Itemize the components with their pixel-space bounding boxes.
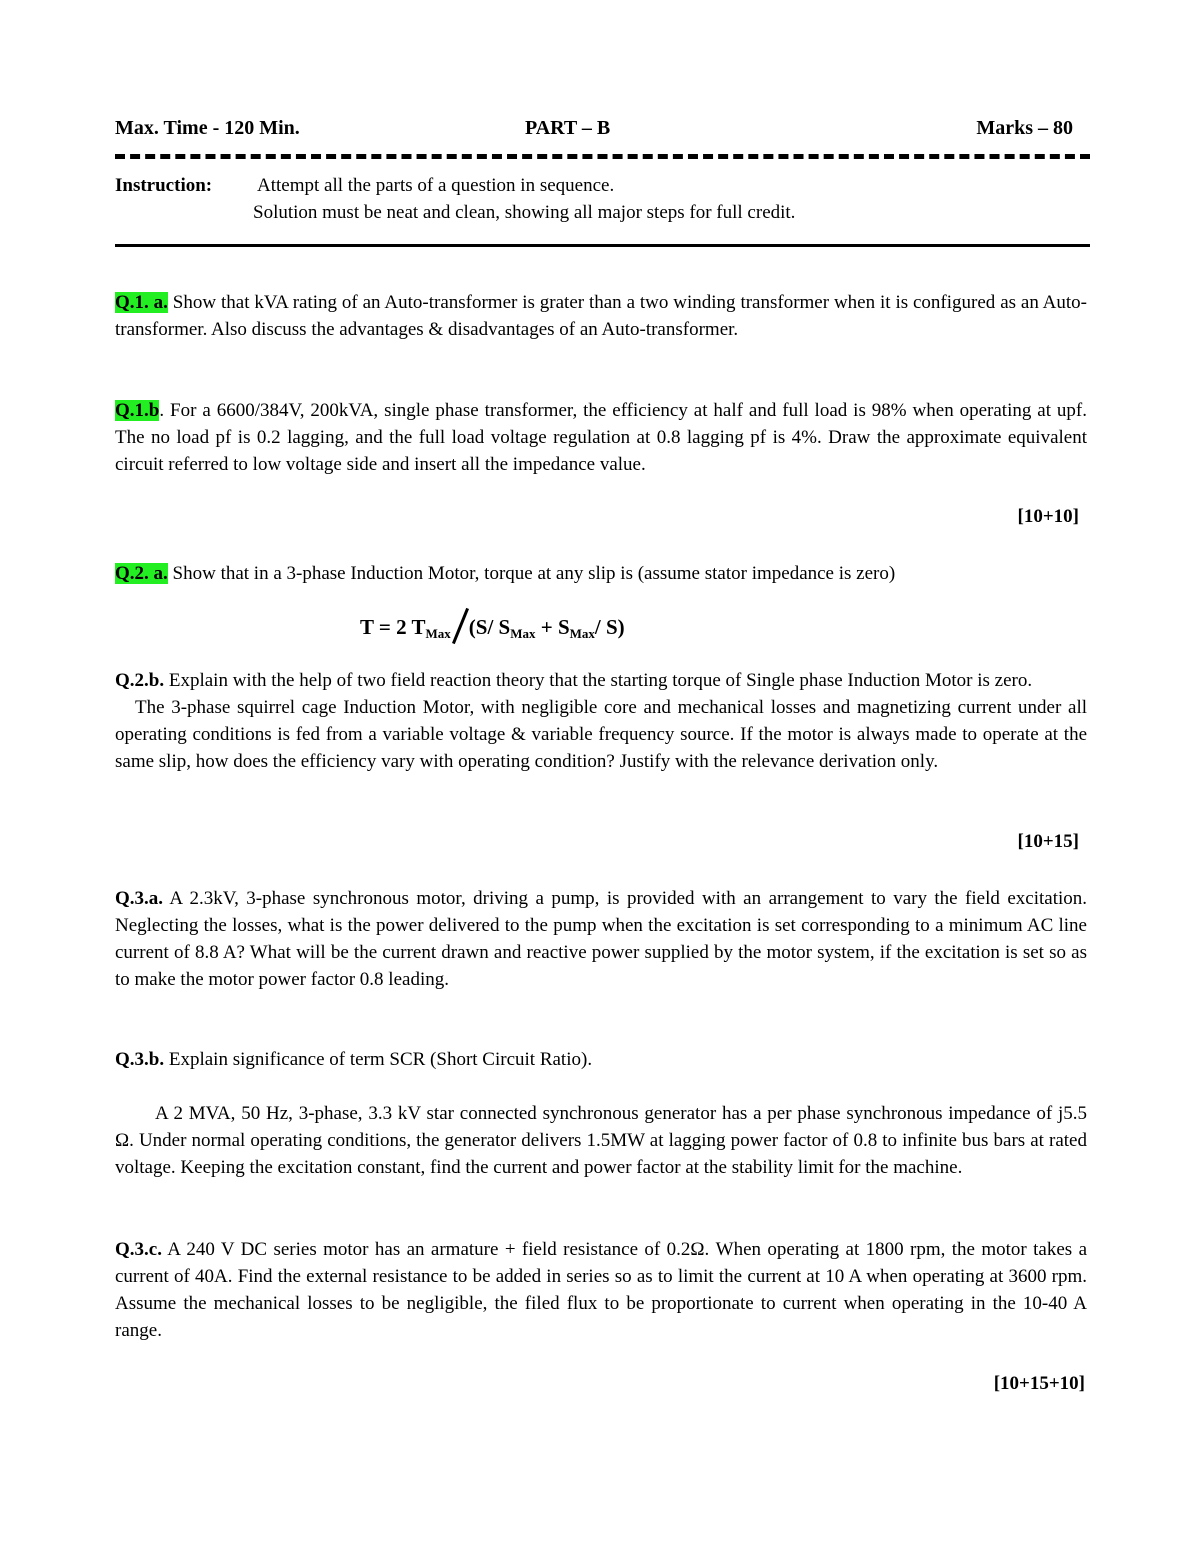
dashed-divider xyxy=(115,154,1090,159)
instruction-line-2: Solution must be neat and clean, showing all major steps for full credit. xyxy=(253,202,796,223)
header xyxy=(115,117,1087,143)
torque-formula xyxy=(360,610,625,644)
part-title: PART – B xyxy=(525,117,611,139)
formula-plus: + S xyxy=(535,615,570,639)
marks-q1: [10+10] xyxy=(1017,506,1079,527)
question-2a xyxy=(115,560,1087,587)
fraction-slash xyxy=(453,610,467,644)
total-marks: Marks – 80 xyxy=(976,117,1073,139)
question-2b-text: Explain with the help of two field reaction theory that the starting torque of Single phase Induction Motor is zero. xyxy=(164,670,1033,691)
question-3c-label: Q.3.c. xyxy=(115,1239,162,1260)
question-2b-text-2: The 3-phase squirrel cage Induction Motor, with negligible core and mechanical losses and magnetizing current under all operating conditions is fed from a variable voltage & variable frequency source. If the motor is always made to operate at the same slip, how does the efficiency vary with operating condition? Justify with the relevance derivation only. xyxy=(115,697,1087,772)
question-1b-text: . For a 6600/384V, 200kVA, single phase transformer, the efficiency at half and full load is 98% when operating at upf. The no load pf is 0.2 lagging, and the full load voltage regulation at 0.8 lagging pf is 4%. Draw the approximate equivalent circuit referred to low voltage side and insert all the impedance value. xyxy=(115,400,1087,475)
question-1b xyxy=(115,397,1087,478)
formula-sub-1: Max xyxy=(425,626,451,641)
instruction-label: Instruction: xyxy=(115,175,213,196)
question-2b xyxy=(115,667,1087,775)
question-3a-label: Q.3.a. xyxy=(115,888,164,909)
question-1a xyxy=(115,289,1087,343)
question-3a-text: A 2.3kV, 3-phase synchronous motor, driving a pump, is provided with an arrangement to vary the field excitation. Neglecting the losses, what is the power delivered to the pump when the excitation is set corresponding to a minimum AC line current of 8.8 A? What will be the current drawn and reactive power supplied by the motor system, if the excitation is set so as to make the motor power factor 0.8 leading. xyxy=(115,888,1087,990)
formula-close: / S) xyxy=(594,615,625,639)
instruction-line-1: Attempt all the parts of a question in sequence. xyxy=(257,175,615,196)
question-2a-text: Show that in a 3-phase Induction Motor, torque at any slip is (assume stator impedance is zero) xyxy=(167,563,896,584)
question-2a-label: Q.2. a. xyxy=(115,563,168,584)
formula-sub-3: Max xyxy=(569,626,595,641)
question-3c xyxy=(115,1236,1087,1344)
question-1a-text: Show that kVA rating of an Auto-transformer is grater than a two winding transformer when it is configured as an Auto-transformer. Also discuss the advantages & disadvantages of an Auto-transformer. xyxy=(115,292,1088,340)
question-1b-label: Q.1.b xyxy=(115,400,160,421)
question-1a-label: Q.1. a. xyxy=(115,292,168,313)
question-2b-label: Q.2.b. xyxy=(115,670,165,691)
question-3b-text-2: A 2 MVA, 50 Hz, 3-phase, 3.3 kV star connected synchronous generator has a per phase synchronous impedance of j5.5 Ω. Under normal operating conditions, the generator delivers 1.5MW at lagging power factor of 0.8 to infinite bus bars at rated voltage. Keeping the excitation constant, find the current and power factor at the stability limit for the machine. xyxy=(115,1103,1087,1178)
formula-sub-2: Max xyxy=(510,626,536,641)
question-3c-text: A 240 V DC series motor has an armature + field resistance of 0.2Ω. When operating at 1800 rpm, the motor takes a current of 40A. Find the external resistance to be added in series so as to limit the current at 10 A when operating at 3600 rpm. Assume the mechanical losses to be negligible, the filed flux to be proportionate to current when operating in the 10-40 A range. xyxy=(115,1239,1087,1341)
question-3b-label: Q.3.b. xyxy=(115,1049,165,1070)
question-3b xyxy=(115,1046,1087,1181)
question-3a xyxy=(115,885,1087,993)
formula-lhs: T = 2 T xyxy=(360,615,426,639)
question-3b-text: Explain significance of term SCR (Short Circuit Ratio). xyxy=(164,1049,593,1070)
formula-open: (S/ S xyxy=(468,615,511,639)
marks-q3: [10+15+10] xyxy=(993,1373,1085,1394)
max-time: Max. Time - 120 Min. xyxy=(115,117,300,139)
solid-divider xyxy=(115,244,1090,247)
marks-q2: [10+15] xyxy=(1017,831,1079,852)
